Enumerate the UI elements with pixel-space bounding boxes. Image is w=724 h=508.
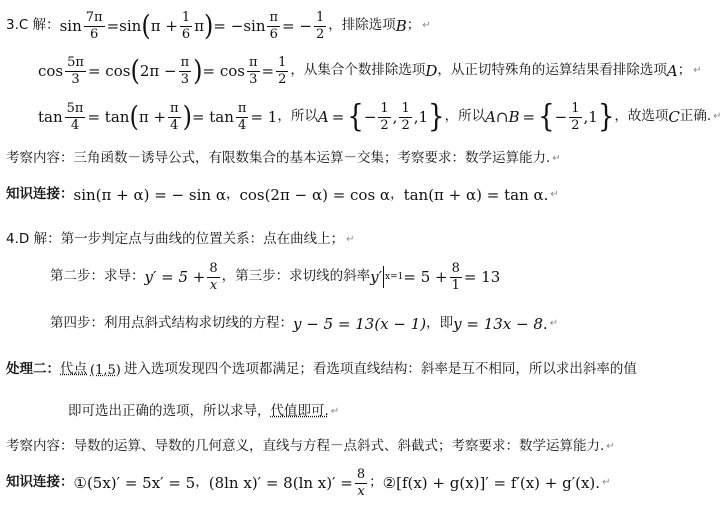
paragraph-mark-icon: ↵ <box>606 441 615 452</box>
item4-chuli: 处理二： 代点 (1,5) 进入选项发现四个选项都满足；看选项直线结构：斜率是互不相同，所以求出斜率的值 <box>6 361 637 378</box>
fraction: $\frac{7\pi}{6}$ <box>85 9 103 42</box>
item4-kaocha: 考察内容：导数的运算、导数的几何意义，直线与方程－点斜式、斜截式；考察要求：数学运算能力. ↵ <box>6 438 615 455</box>
fraction: $\frac{5\pi}{3}$ <box>67 54 84 87</box>
fraction: $\frac{8}{1}$ <box>451 260 460 293</box>
item3-line3: tan $\frac{5\pi}{4}$ = tan ( π + $\frac{\pi}{4}$ ) = tan $\frac{\pi}{4}$ = 1 ，所以 A = { − $\frac{1}{2}$ , $\frac{1}{2}$ ,1 } ，所以 A∩B = { − $\frac{1}{2}$ ,1 } ，故选项 C 正确. ↵ <box>38 99 722 135</box>
item4-step2: 第二步：求导： y′ = 5 + $\frac{8}{x}$ ，第三步：求切线的斜率 y′ x=1 = 5 + $\frac{8}{1}$ = 13 <box>50 260 501 293</box>
fraction: $\frac{\pi}{3}$ <box>248 54 258 87</box>
item4-zhishi: 知识连接： ①(5x)′ = 5x′ = 5 ， (8ln x)′ = 8(ln x)′ = $\frac{8}{x}$ ； ②[f(x) + g(x)]′ = f′(x) + g′(x) . ↵ <box>6 466 611 499</box>
paragraph-mark-icon: ↵ <box>602 477 611 488</box>
item3-line1: 3.C 解： sin $\frac{7\pi}{6}$ = sin ( π + $\frac{1}{6}$ π ) = −sin $\frac{\pi}{6}$ = − $\frac{1}{2}$ ，排除选项 B ； ↵ <box>6 9 431 43</box>
zhishi-label: 知识连接： <box>6 186 74 203</box>
item4-step1: 4.D 解： 第一步判定点与曲线的位置关系：点在曲线上； ↵ <box>6 231 355 248</box>
paragraph-mark-icon: ↵ <box>346 234 355 245</box>
fraction: $\frac{1}{2}$ <box>315 9 325 42</box>
item3-kaocha: 考察内容：三角函数－诱导公式，有限数集合的基本运算－交集；考察要求：数学运算能力. ↵ <box>6 150 561 167</box>
paragraph-mark-icon: ↵ <box>549 318 559 329</box>
fraction: $\frac{1}{6}$ <box>181 9 191 42</box>
fraction: $\frac{1}{2}$ <box>380 100 389 133</box>
item4-label: 4.D 解： <box>6 231 61 248</box>
fraction: $\frac{\pi}{3}$ <box>180 54 190 87</box>
fraction: $\frac{\pi}{4}$ <box>237 100 247 133</box>
fraction: $\frac{5\pi}{4}$ <box>66 100 84 133</box>
zhishi-label: 知识连接： <box>6 474 74 491</box>
paragraph-mark-icon: ↵ <box>693 65 702 76</box>
paragraph-mark-icon: ↵ <box>713 111 722 122</box>
paragraph-mark-icon: ↵ <box>552 153 561 164</box>
item3-label: 3.C 解： <box>6 17 60 34</box>
fraction: $\frac{8}{x}$ <box>356 466 366 499</box>
fraction: $\frac{8}{x}$ <box>209 260 218 293</box>
paragraph-mark-icon: ↵ <box>330 406 340 417</box>
paragraph-mark-icon: ↵ <box>550 189 559 200</box>
item3-line2: cos $\frac{5\pi}{3}$ = cos ( 2π − $\frac{\pi}{3}$ ) = cos $\frac{\pi}{3}$ = $\frac{1}{2}$ ，从集合个数排除选项 D ，从正切特殊角的运算结果看排除选项 A ； ↵ <box>38 54 702 88</box>
fraction: $\frac{\pi}{6}$ <box>269 9 279 42</box>
item4-step4: 第四步：利用点斜式结构求切线的方程： y − 5 = 13(x − 1) ，即 y = 13x − 8 . ↵ <box>50 314 559 333</box>
fraction: $\frac{1}{2}$ <box>571 100 580 133</box>
item3-zhishi: 知识连接： sin(π + α) = − sin α ， cos(2π − α) = cos α ， tan(π + α) = tan α . ↵ <box>6 185 559 204</box>
fraction: $\frac{1}{2}$ <box>278 54 287 87</box>
fraction: $\frac{\pi}{4}$ <box>170 100 179 133</box>
item4-chuli-cont: 即可选出正确的选项，所以求导， 代值即可. ↵ <box>68 403 340 420</box>
fraction: $\frac{1}{2}$ <box>401 100 410 133</box>
paragraph-mark-icon: ↵ <box>422 20 431 31</box>
evaluation-bar <box>383 266 384 288</box>
chuli-label: 处理二： <box>6 361 60 378</box>
